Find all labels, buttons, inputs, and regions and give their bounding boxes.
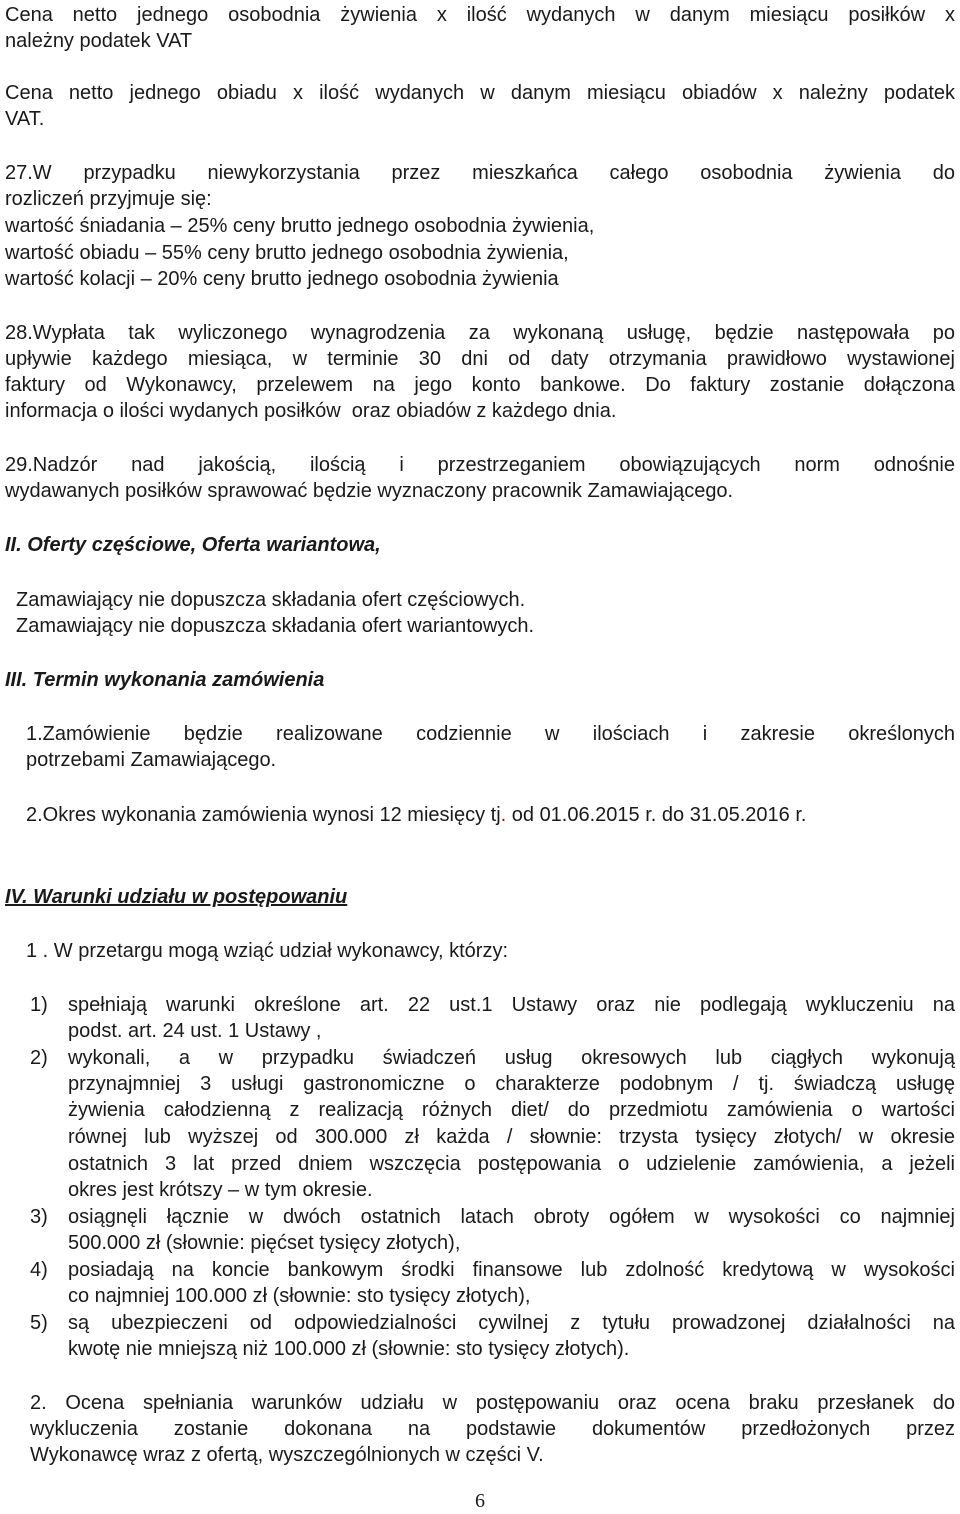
paragraph-28-line-4: informacja o ilości wydanych posiłków oraz obiadów z każdego dnia. (5, 400, 617, 422)
list-item-2-line-5: ostatnich 3 lat przed dniem wszczęcia postępowania o udzielenie zamówienia, a jeżeli (68, 1153, 955, 1175)
section-3-point-2-text-b: od 01.06.2015 r. do 31.05.2016 r. (506, 804, 807, 826)
section-3-point-1-line-2: potrzebami Zamawiającego. (26, 749, 277, 771)
list-item-2-line-1: wykonali, a w przypadku świadczeń usług okresowych lub ciągłych wykonują (68, 1047, 955, 1069)
paragraph-29-line-2: wydawanych posiłków sprawować będzie wyznaczony pracownik Zamawiającego. (5, 480, 734, 502)
section-3-point-2-red-dot: . (500, 804, 507, 826)
intro-line-1: Cena netto jednego osobodnia żywienia x ilość wydanych w danym miesiącu posiłków x (5, 4, 955, 26)
list-item-2-line-3: żywienia całodzienną z realizacją różnych diet/ do przedmiotu zamówienia o wartości (68, 1099, 955, 1121)
list-item-2-line-2: przynajmniej 3 usługi gastronomiczne o charakterze podobnym / tj. świadczą usługę (68, 1073, 955, 1095)
section-2-heading: II. Oferty częściowe, Oferta wariantowa, (5, 534, 381, 556)
section-4-heading: IV. Warunki udziału w postępowaniu (5, 886, 348, 908)
list-item-4-line-2: co najmniej 100.000 zł (słownie: sto tysięcy złotych), (68, 1285, 531, 1307)
section-3-point-2-text-a: 2.Okres wykonania zamówienia wynosi 12 miesięcy tj (26, 804, 501, 826)
list-item-2-number: 2) (30, 1047, 48, 1069)
paragraph-29-line-1: 29.Nadzór nad jakością, ilością i przestrzeganiem obowiązujących norm odnośnie (5, 454, 955, 476)
paragraph-27-line-5: wartość kolacji – 20% ceny brutto jednego osobodnia żywienia (5, 268, 559, 290)
list-item-1-line-1: spełniają warunki określone art. 22 ust.1 Ustawy oraz nie podlegają wykluczeniu na (68, 994, 955, 1016)
list-item-3-line-1: osiągnęli łącznie w dwóch ostatnich latach obroty ogółem w wysokości co najmniej (68, 1206, 955, 1228)
section-4-intro: 1 . W przetargu mogą wziąć udział wykonawcy, którzy: (26, 940, 509, 962)
section-3-heading: III. Termin wykonania zamówienia (5, 669, 325, 691)
list-item-1-line-2: podst. art. 24 ust. 1 Ustawy , (68, 1020, 322, 1042)
paragraph-27-line-4: wartość obiadu – 55% ceny brutto jednego osobodnia żywienia, (5, 242, 569, 264)
paragraph-27-line-1: 27.W przypadku niewykorzystania przez mieszkańca całego osobodnia żywienia do (5, 162, 955, 184)
section-2-line-2: Zamawiający nie dopuszcza składania ofert wariantowych. (16, 615, 535, 637)
list-item-5-line-1: są ubezpieczeni od odpowiedzialności cywilnej z tytułu prowadzonej działalności na (68, 1312, 955, 1334)
list-item-3-number: 3) (30, 1206, 48, 1228)
paragraph-28-line-2: upływie każdego miesiąca, w terminie 30 dni od daty otrzymania prawidłowo wystawionej (5, 348, 955, 370)
paragraph-28-line-1: 28.Wypłata tak wyliczonego wynagrodzenia za wykonaną usługę, będzie następowała po (5, 322, 955, 344)
section-2-line-1: Zamawiający nie dopuszcza składania ofert częściowych. (16, 589, 526, 611)
list-item-2-line-6: okres jest krótszy – w tym okresie. (68, 1179, 373, 1201)
list-item-2-line-4: równej lub wyższej od 300.000 zł każda / słownie: trzysta tysięcy złotych/ w okresie (68, 1126, 955, 1148)
paragraph-27-line-3: wartość śniadania – 25% ceny brutto jednego osobodnia żywienia, (5, 215, 595, 237)
section-3-point-1-line-1: 1.Zamówienie będzie realizowane codziennie w ilościach i zakresie określonych (26, 723, 955, 745)
page-number: 6 (475, 1490, 485, 1512)
section-4-point-2-line-1: 2. Ocena spełniania warunków udziału w postępowaniu oraz ocena braku przesłanek do (30, 1392, 955, 1414)
intro-line-3: Cena netto jednego obiadu x ilość wydanych w danym miesiącu obiadów x należny podatek (5, 82, 955, 104)
paragraph-28-line-3: faktury od Wykonawcy, przelewem na jego konto bankowe. Do faktury zostanie dołączona (5, 374, 955, 396)
list-item-1-number: 1) (30, 994, 48, 1016)
section-4-point-2-line-2: wykluczenia zostanie dokonana na podstawie dokumentów przedłożonych przez (30, 1418, 955, 1440)
intro-line-4: VAT. (5, 108, 45, 130)
section-3-point-2 (26, 802, 806, 828)
list-item-3-line-2: 500.000 zł (słownie: pięćset tysięcy złotych), (68, 1232, 461, 1254)
section-4-point-2-line-3: Wykonawcę wraz z ofertą, wyszczególnionych w części V. (30, 1444, 544, 1466)
list-item-5-number: 5) (30, 1312, 48, 1334)
paragraph-27-line-2: rozliczeń przyjmuje się: (5, 188, 212, 210)
list-item-5-line-2: kwotę nie mniejszą niż 100.000 zł (słownie: sto tysięcy złotych). (68, 1338, 630, 1360)
list-item-4-line-1: posiadają na koncie bankowym środki finansowe lub zdolność kredytową w wysokości (68, 1259, 955, 1281)
list-item-4-number: 4) (30, 1259, 48, 1281)
intro-line-2: należny podatek VAT (5, 30, 193, 52)
